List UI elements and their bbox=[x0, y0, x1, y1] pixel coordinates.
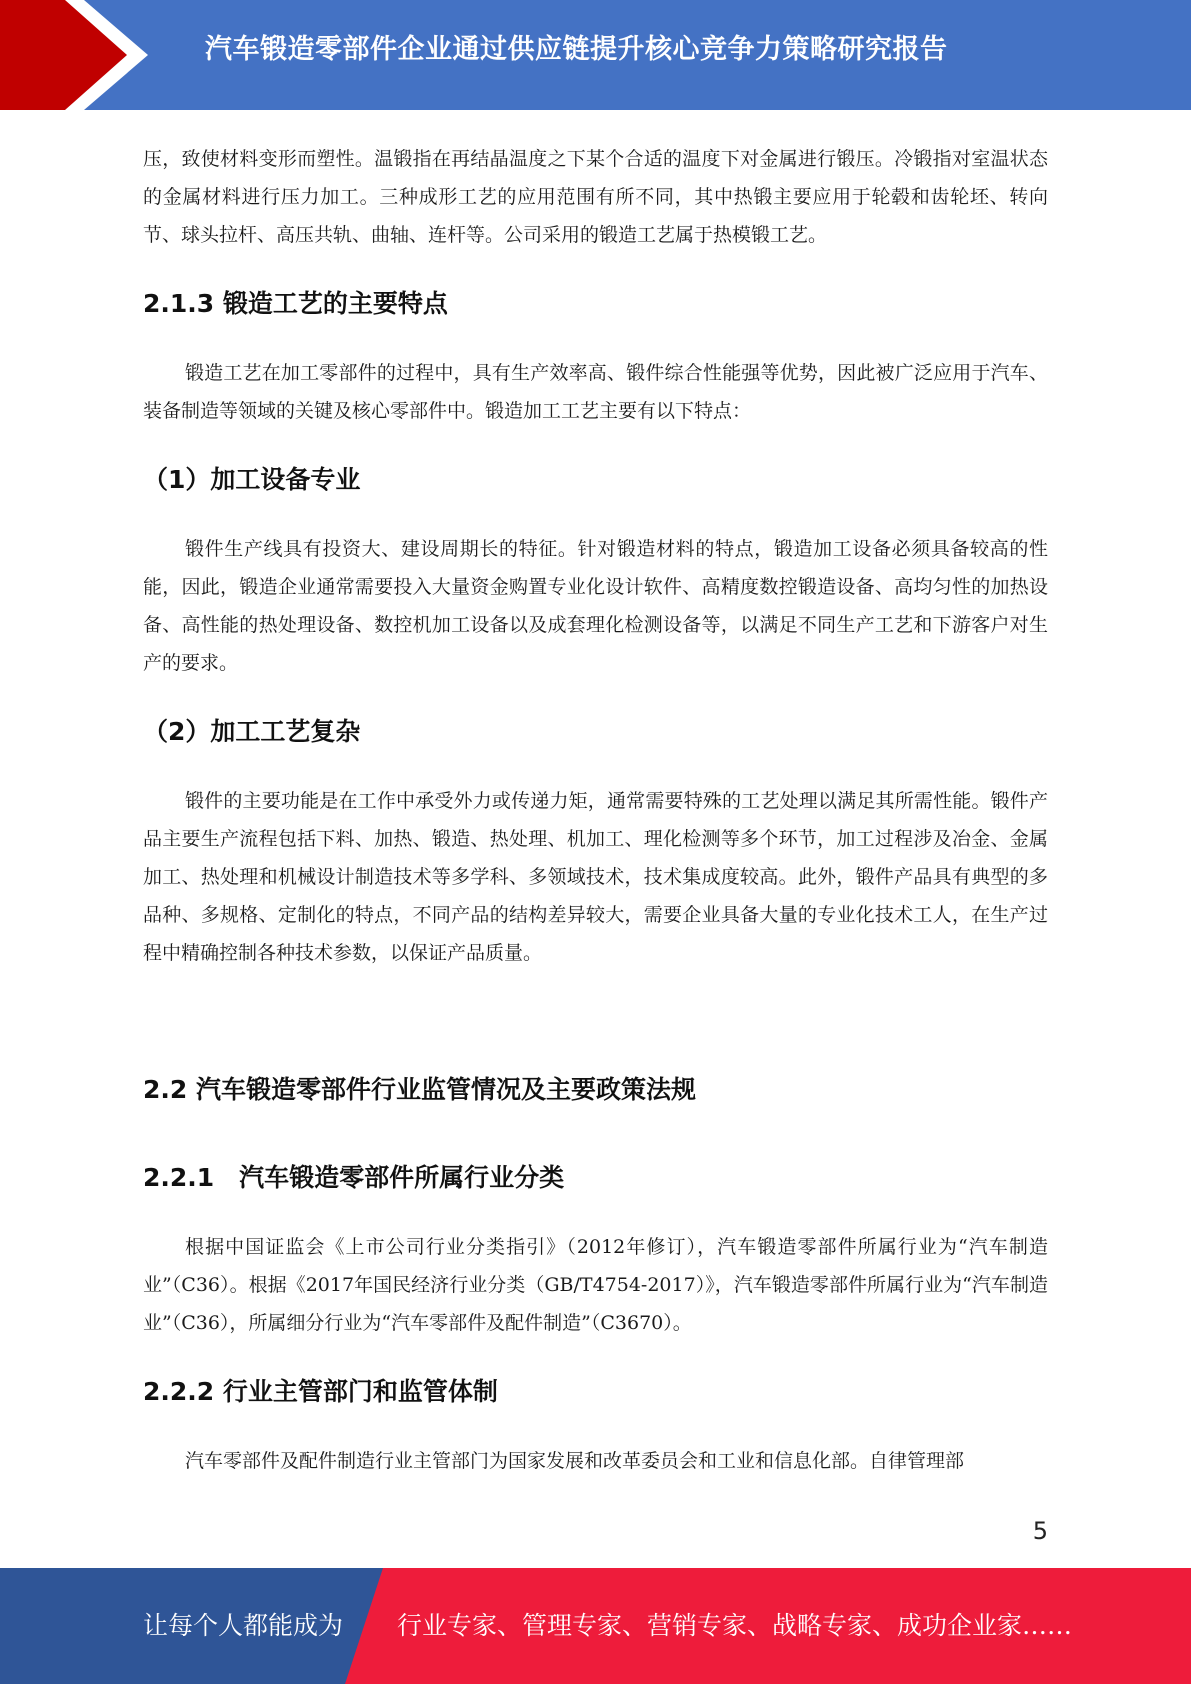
heading-2-1-3: 2.1.3 锻造工艺的主要特点 bbox=[143, 289, 448, 318]
paragraph-industry-classification: 根据中国证监会《上市公司行业分类指引》（2012年修订），汽车锻造零部件所属行业为“汽车制造业”（C36）。根据《2017年国民经济行业分类（GB/T4754-2017）》，汽车锻造零部件所属行业为“汽车制造业”（C36），所属细分行业为“汽车零部件及配件制造”（C3670）。 bbox=[143, 1236, 1048, 1334]
page-footer bbox=[0, 1568, 1191, 1684]
page-header bbox=[0, 0, 1191, 110]
paragraph-equipment: 锻件生产线具有投资大、建设周期长的特征。针对锻造材料的特点，锻造加工设备必须具备较高的性能，因此，锻造企业通常需要投入大量资金购置专业化设计软件、高精度数控锻造设备、高均匀性的加热设备、高性能的热处理设备、数控机加工设备以及成套理化检测设备等，以满足不同生产工艺和下游客户对生产的要求。 bbox=[143, 538, 1048, 674]
paragraph-forging-features: 锻造工艺在加工零部件的过程中，具有生产效率高、锻件综合性能强等优势，因此被广泛应用于汽车、装备制造等领域的关键及核心零部件中。锻造加工工艺主要有以下特点： bbox=[143, 362, 1048, 422]
footer-slogan-left: 让每个人都能成为 bbox=[143, 1611, 344, 1640]
paragraph-regulators: 汽车零部件及配件制造行业主管部门为国家发展和改革委员会和工业和信息化部。自律管理部 bbox=[185, 1450, 965, 1472]
report-title: 汽车锻造零部件企业通过供应链提升核心竞争力策略研究报告 bbox=[205, 34, 948, 65]
document-body bbox=[143, 130, 1048, 1480]
heading-2-2-2: 2.2.2 行业主管部门和监管体制 bbox=[143, 1377, 498, 1406]
heading-2-2-1: 2.2.1 汽车锻造零部件所属行业分类 bbox=[143, 1163, 565, 1192]
paragraph-process: 锻件的主要功能是在工作中承受外力或传递力矩，通常需要特殊的工艺处理以满足其所需性能。锻件产品主要生产流程包括下料、加热、锻造、热处理、机加工、理化检测等多个环节，加工过程涉及冶金、金属加工、热处理和机械设计制造技术等多学科、多领域技术，技术集成度较高。此外，锻件产品具有典型的多品种、多规格、定制化的特点，不同产品的结构差异较大，需要企业具备大量的专业化技术工人，在生产过程中精确控制各种技术参数，以保证产品质量。 bbox=[143, 790, 1048, 964]
heading-equipment: （1）加工设备专业 bbox=[143, 465, 361, 494]
paragraph-forging-types: 压，致使材料变形而塑性。温锻指在再结晶温度之下某个合适的温度下对金属进行锻压。冷锻指对室温状态的金属材料进行压力加工。三种成形工艺的应用范围有所不同，其中热锻主要应用于轮毂和齿轮坯、转向节、球头拉杆、高压共轨、曲轴、连杆等。公司采用的锻造工艺属于热模锻工艺。 bbox=[143, 148, 1048, 246]
heading-process: （2）加工工艺复杂 bbox=[143, 717, 361, 746]
header-chevron-icon bbox=[0, 0, 160, 110]
heading-2-2: 2.2 汽车锻造零部件行业监管情况及主要政策法规 bbox=[143, 1075, 696, 1104]
page-number: 5 bbox=[1032, 1517, 1048, 1545]
footer-slogan-right: 行业专家、管理专家、营销专家、战略专家、成功企业家…… bbox=[397, 1611, 1073, 1640]
